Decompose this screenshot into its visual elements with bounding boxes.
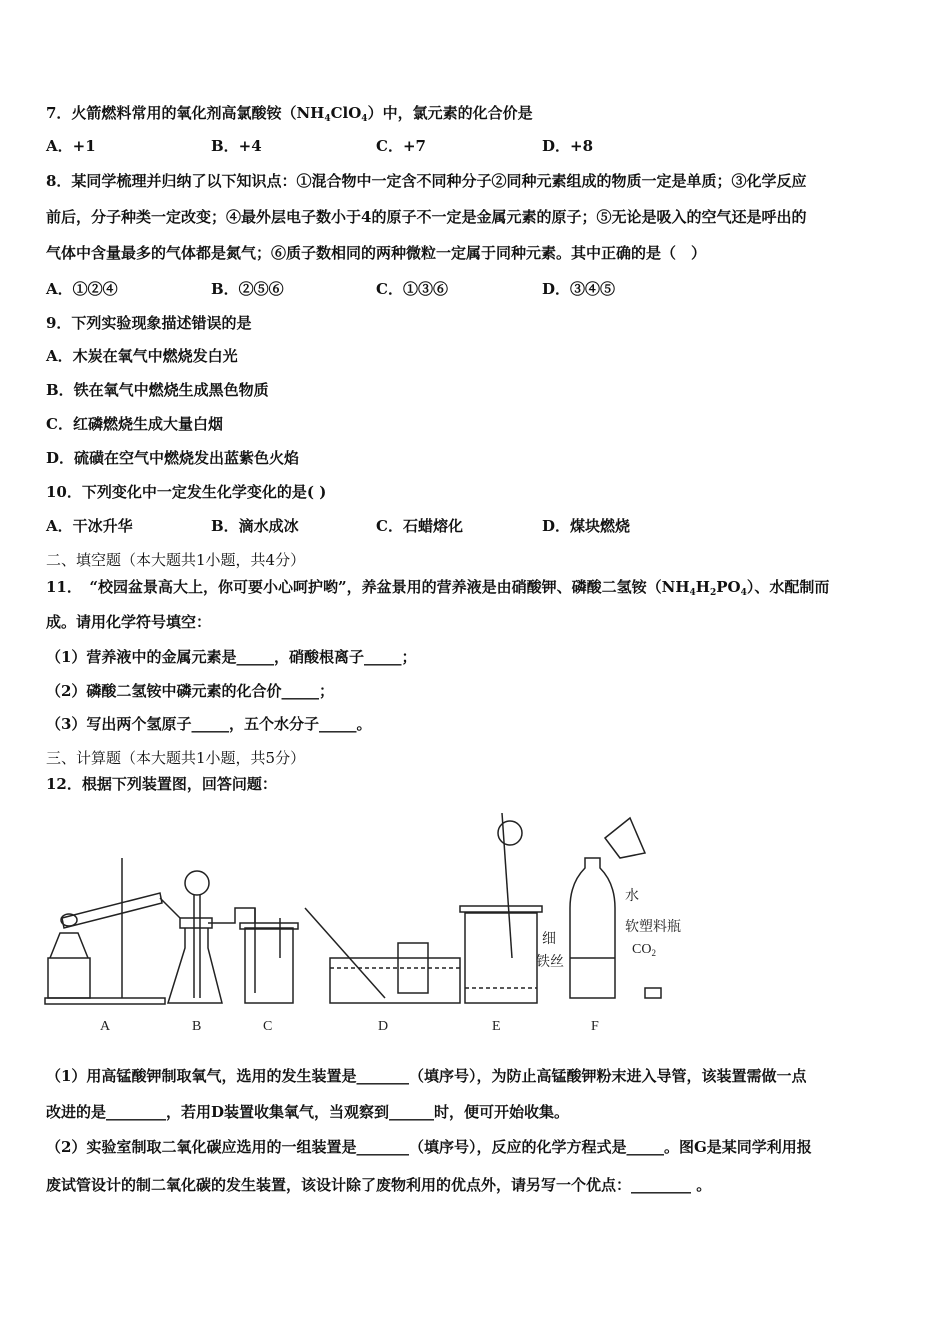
q8-option-c: C．①③⑥ — [376, 280, 448, 298]
q12-stem: 12．根据下列装置图，回答问题： — [46, 775, 277, 793]
label-bottle: 软塑料瓶 — [625, 920, 681, 935]
q11-sub-3: （3）写出两个氢原子_____，五个水分子_____。 — [46, 715, 372, 733]
q8-option-d: D．③④⑤ — [542, 280, 616, 298]
q9-option-b: B．铁在氧气中燃烧生成黑色物质 — [46, 381, 269, 399]
q11-stem: 11． “校园盆景高大上，你可要小心呵护哟”，养盆景用的营养液是由硝酸钾、磷酸二氢铵$(NH_4H_2PO_4)$、水配制而 — [46, 578, 830, 598]
q8-line: 前后，分子种类一定改变；④最外层电子数小于4的原子不一定是金属元素的原子；⑤无论是吸入的空气还是呼出的 — [46, 208, 807, 226]
q7-stem: 7．火箭燃料常用的氧化剂高氯酸铵$(NH_4ClO_4)$中，氯元素的化合价是 — [46, 104, 533, 124]
apparatus-e — [460, 813, 542, 1003]
q10-option-d: D．煤块燃烧 — [542, 517, 631, 535]
label-c: C — [263, 1019, 273, 1034]
apparatus-f — [570, 818, 661, 998]
label-d: D — [378, 1019, 389, 1034]
apparatus-c — [240, 908, 298, 1003]
q12-line: （2）实验室制取二氧化碳应选用的一组装置是_______（填序号），反应的化学方程式是_____。图G是某同学利用报 — [46, 1138, 812, 1156]
q12-line: （1）用高锰酸钾制取氧气，选用的发生装置是_______（填序号），为防止高锰酸钾粉末进入导管，该装置需做一点 — [46, 1067, 807, 1085]
section-heading: 三、计算题（本大题共1小题，共5分） — [46, 749, 306, 767]
label-wire-2: 铁丝 — [536, 955, 564, 970]
q11-line: 成。请用化学符号填空： — [46, 613, 212, 631]
q11-sub-1: （1）营养液中的金属元素是_____，硝酸根离子_____； — [46, 648, 417, 666]
label-water: 水 — [625, 889, 639, 904]
q8-option-a: A．①②④ — [46, 280, 118, 298]
q7-option-c: C．+7 — [376, 137, 426, 155]
label-f: F — [591, 1019, 599, 1034]
q9-option-a: A．木炭在氧气中燃烧发白光 — [46, 347, 238, 365]
q9-option-d: D．硫磺在空气中燃烧发出蓝紫色火焰 — [46, 449, 300, 467]
label-co2: $CO_2$ — [632, 942, 656, 958]
q9-option-c: C．红磷燃烧生成大量白烟 — [46, 415, 223, 433]
label-e: E — [492, 1019, 501, 1034]
q10-option-a: A．干冰升华 — [46, 517, 133, 535]
label-wire-1: 细 — [542, 932, 556, 947]
apparatus-figure — [40, 808, 740, 1043]
label-a: A — [100, 1019, 111, 1034]
q7-option-d: D．+8 — [542, 137, 594, 155]
q11-sub-2: （2）磷酸二氢铵中磷元素的化合价_____； — [46, 682, 334, 700]
q10-stem: 10．下列变化中一定发生化学变化的是( ) — [46, 483, 327, 501]
q12-line: 废试管设计的制二氧化碳的发生装置，该设计除了废物利用的优点外，请另写一个优点：________ 。 — [46, 1176, 712, 1194]
q7-option-a: A．+1 — [46, 137, 96, 155]
q10-option-b: B．滴水成冰 — [211, 517, 299, 535]
q12-line: 改进的是________，若用D装置收集氧气，当观察到______时，便可开始收集。 — [46, 1103, 570, 1121]
q9-stem: 9．下列实验现象描述错误的是 — [46, 314, 252, 332]
label-b: B — [192, 1019, 202, 1034]
apparatus-d — [305, 908, 460, 1003]
q8-line: 8．某同学梳理并归纳了以下知识点：①混合物中一定含不同种分子②同种元素组成的物质一定是单质；③化学反应 — [46, 172, 807, 190]
apparatus-a — [45, 858, 180, 1004]
q8-option-b: B．②⑤⑥ — [211, 280, 284, 298]
q7-option-b: B．+4 — [211, 137, 262, 155]
apparatus-b — [168, 871, 255, 1003]
section-heading: 二、填空题（本大题共1小题，共4分） — [46, 551, 306, 569]
q10-option-c: C．石蜡熔化 — [376, 517, 463, 535]
q8-line: 气体中含量最多的气体都是氮气；⑥质子数相同的两种微粒一定属于同种元素。其中正确的是（ ） — [46, 244, 707, 262]
